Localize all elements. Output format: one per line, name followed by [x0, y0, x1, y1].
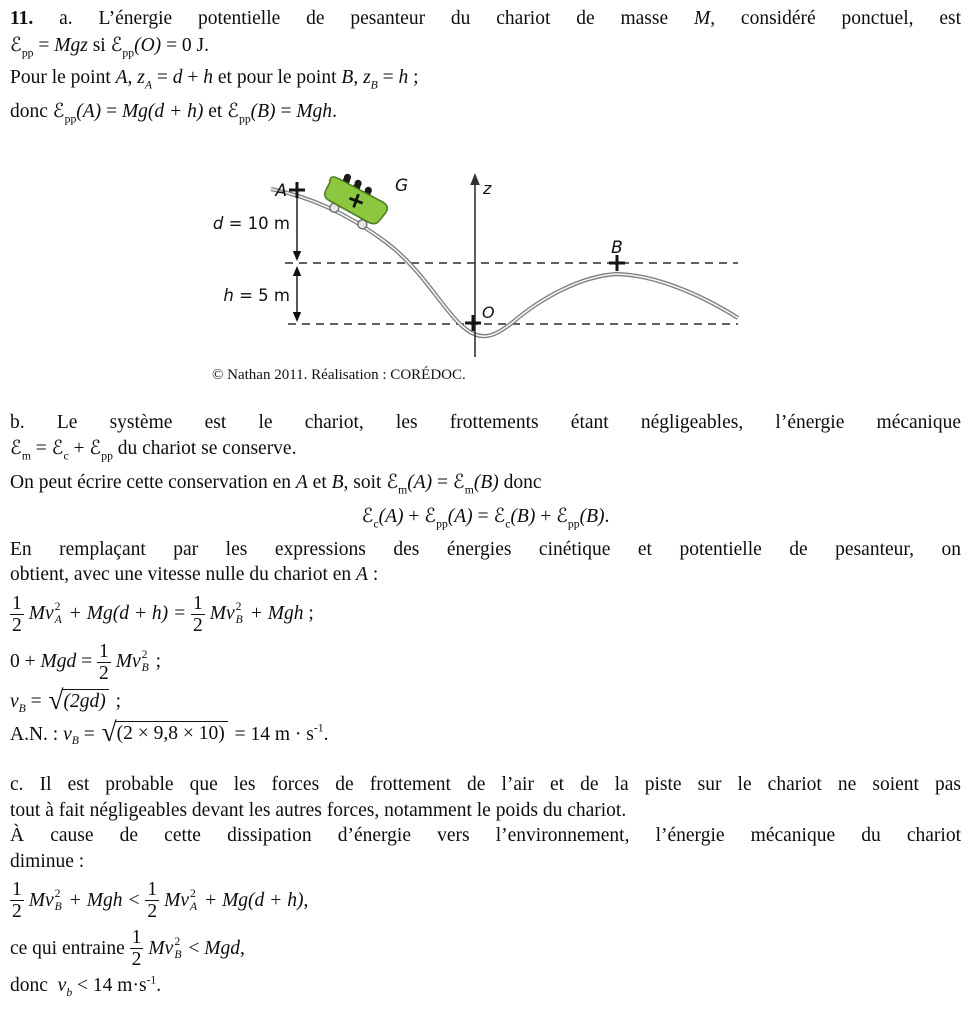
- h-arrow-up: [293, 266, 301, 276]
- fraction-denominator: 2: [99, 662, 109, 684]
- text-token: donc: [498, 472, 542, 493]
- fraction: [10, 593, 24, 636]
- math-token: ;: [150, 651, 162, 673]
- text-token: =: [472, 505, 494, 527]
- equation-vb-formula: [10, 684, 961, 716]
- text-token: et: [203, 101, 228, 122]
- subscript: b: [66, 985, 73, 999]
- superscript: 2: [174, 935, 181, 949]
- figure-caption: © Nathan 2011. Réalisation : CORÉDOC.: [212, 366, 466, 383]
- figure-rollercoaster-diagram: [10, 162, 961, 392]
- z-axis-arrowhead: [470, 173, 480, 185]
- math-token: h: [203, 67, 214, 89]
- text-token: et pour le point: [213, 67, 342, 89]
- fraction-denominator: 2: [131, 949, 142, 971]
- text-token: a. L’énergie potentielle de pesanteur du chariot de masse: [33, 8, 694, 29]
- subscript: B: [54, 899, 62, 913]
- equation-numeric-application: [10, 716, 961, 748]
- math-token: (B): [473, 472, 499, 493]
- subscript: pp: [122, 45, 135, 59]
- subscript: A: [144, 78, 153, 92]
- subscript: c: [373, 517, 379, 530]
- text-line: [10, 798, 961, 824]
- subscript: c: [505, 517, 511, 530]
- math-token: (A): [76, 101, 102, 122]
- subscript: A: [190, 899, 198, 913]
- label-distance-d: [213, 214, 290, 233]
- subscript: B: [370, 78, 378, 92]
- sup-sub-stack: [236, 601, 243, 627]
- fraction-numerator: 1: [99, 640, 109, 662]
- text-token: ,: [127, 67, 138, 89]
- equation-mechanical-energy-inequality: [10, 879, 961, 922]
- text-token: :: [367, 564, 379, 585]
- subscript: pp: [64, 112, 77, 126]
- fraction-numerator: 1: [147, 879, 158, 901]
- text-token: +: [68, 438, 90, 460]
- text-token: donc: [10, 975, 58, 997]
- math-token: A: [115, 67, 128, 89]
- math-token: =: [76, 651, 97, 673]
- h-value: = 5 m: [233, 285, 290, 305]
- math-token: =: [78, 723, 100, 745]
- text-token: = 0 J.: [161, 34, 210, 56]
- math-token: z: [363, 67, 371, 89]
- subscript: pp: [21, 45, 34, 59]
- math-token: .: [156, 975, 162, 997]
- text-line: [10, 32, 961, 66]
- subscript: m: [464, 483, 474, 497]
- math-token: Mgh: [296, 101, 333, 122]
- radicand: (2gd): [62, 689, 109, 713]
- script-E: ℰ: [89, 436, 102, 460]
- square-root: [48, 684, 109, 716]
- text-token: ,: [353, 67, 364, 89]
- fraction-denominator: 2: [12, 901, 22, 923]
- subscript: A: [54, 613, 62, 627]
- text-token: si: [87, 34, 111, 56]
- subscript: pp: [238, 112, 251, 126]
- text-token: du chariot se conserve.: [112, 438, 297, 460]
- script-E: ℰ: [10, 32, 22, 56]
- superscript: 2: [141, 648, 148, 662]
- math-token: Mv: [209, 603, 235, 625]
- fraction: [191, 593, 205, 636]
- fraction-numerator: 1: [12, 592, 22, 614]
- math-token: (B): [250, 101, 276, 122]
- script-E: ℰ: [227, 99, 239, 122]
- square-root: [101, 716, 228, 748]
- math-token: + Mgh: [244, 603, 304, 625]
- d-value: = 10 m: [223, 213, 290, 233]
- math-token: z: [137, 67, 145, 89]
- math-token: (A): [378, 505, 404, 527]
- math-token: A: [295, 472, 308, 493]
- script-E: ℰ: [386, 470, 399, 493]
- sup-sub-stack: [55, 888, 62, 914]
- superscript: 2: [54, 600, 61, 614]
- script-E: ℰ: [452, 470, 465, 493]
- label-point-a: A: [275, 180, 287, 201]
- text-token: +: [535, 505, 557, 527]
- fraction: [130, 927, 144, 970]
- sup-sub-stack: [142, 649, 149, 675]
- text-token: tout à fait négligeables devant les autres forces, notamment le poids du chariot.: [10, 799, 627, 821]
- subscript: B: [71, 733, 79, 747]
- section-c: [10, 772, 961, 874]
- math-token: < 14 m·s: [72, 975, 147, 997]
- text-token: =: [432, 472, 453, 493]
- subscript: c: [63, 449, 69, 463]
- text-line: [10, 537, 961, 563]
- text-token: À cause de cette dissipation d’énergie vers l’environnement, l’énergie mécanique du chariot: [10, 825, 961, 847]
- radical-sign: √: [101, 716, 117, 747]
- superscript: 2: [54, 886, 61, 900]
- math-token: Mg(d + h): [121, 101, 204, 122]
- text-token: et: [307, 472, 332, 493]
- text-token: .: [332, 101, 337, 122]
- text-line: [10, 849, 961, 875]
- math-token: v: [10, 691, 19, 713]
- section-b: [10, 410, 961, 588]
- fraction-denominator: 2: [193, 614, 203, 636]
- fraction: [10, 879, 24, 922]
- h-variable: h: [223, 285, 234, 305]
- text-line: [10, 65, 961, 98]
- subscript: B: [18, 701, 26, 715]
- sup-sub-stack: [174, 936, 181, 962]
- section-a: [10, 6, 961, 132]
- d-arrow-down: [293, 251, 301, 261]
- text-token: ce qui entraine: [10, 937, 130, 959]
- equations-section-c: [10, 879, 961, 997]
- text-token: Pour le point: [10, 67, 116, 89]
- math-token: = 14 m · s: [229, 723, 314, 745]
- script-E: ℰ: [10, 436, 22, 460]
- superscript: -1: [146, 973, 157, 987]
- text-token: On peut écrire cette conservation en: [10, 472, 296, 493]
- subscript: B: [235, 613, 243, 627]
- sup-sub-stack: [190, 888, 197, 914]
- math-token: Mgz: [54, 34, 88, 56]
- label-distance-h: [223, 286, 290, 305]
- text-line: [10, 98, 961, 132]
- text-token: +: [182, 67, 204, 89]
- subscript: pp: [101, 449, 113, 463]
- d-variable: d: [212, 213, 224, 233]
- math-token: Mgd: [40, 651, 77, 673]
- text-token: donc: [10, 101, 53, 122]
- script-E: ℰ: [493, 503, 506, 527]
- math-token: ,: [239, 937, 245, 959]
- math-token: (A): [447, 505, 473, 527]
- radical-sign: √: [48, 684, 64, 715]
- text-line: [10, 6, 961, 32]
- label-axis-z: z: [483, 178, 492, 198]
- text-token: diminue :: [10, 850, 85, 872]
- math-token: <: [183, 937, 205, 959]
- text-token: =: [152, 67, 173, 89]
- sup-sub-stack: [55, 601, 62, 627]
- math-token: (O): [134, 34, 162, 56]
- math-token: ;: [303, 603, 314, 625]
- script-E: ℰ: [361, 503, 374, 527]
- text-token: En remplaçant par les expressions des énergies cinétique et potentielle de pesanteur, on: [10, 538, 961, 560]
- radicand: (2 × 9,8 × 10): [115, 721, 228, 745]
- math-token: d: [172, 67, 183, 89]
- fraction: [97, 641, 111, 684]
- exercise-number: 11.: [10, 8, 34, 29]
- math-token: + Mgh <: [63, 889, 146, 911]
- math-token: .: [323, 723, 329, 745]
- equation-final-conclusion: [10, 975, 961, 997]
- fraction-numerator: 1: [12, 879, 22, 901]
- math-token: B: [331, 472, 344, 493]
- text-token: ;: [408, 67, 419, 89]
- text-line: [10, 562, 961, 588]
- subscript: m: [21, 449, 31, 463]
- text-token: =: [101, 101, 122, 122]
- text-token: c. Il est probable que les forces de frottement de l’air et de la piste sur le chariot ne soient pas: [10, 774, 961, 796]
- text-token: , considéré ponctuel, est: [710, 8, 961, 29]
- text-token: +: [403, 505, 425, 527]
- text-token: obtient, avec une vitesse nulle du chariot en: [10, 564, 357, 585]
- text-token: b. Le système est le chariot, les frottements étant négligeables, l’énergie mécanique: [10, 411, 961, 433]
- math-token: h: [398, 67, 409, 89]
- math-token: Mv: [28, 603, 54, 625]
- text-token: .: [604, 505, 610, 527]
- centered-equation-line: [10, 503, 961, 537]
- math-token: Mv: [148, 937, 174, 959]
- math-token: B: [341, 67, 354, 89]
- diagram-svg: [205, 162, 765, 392]
- equation-entails-inequality: [10, 927, 961, 970]
- math-token: M: [693, 8, 711, 29]
- script-E: ℰ: [556, 503, 568, 527]
- math-token: A: [356, 564, 368, 585]
- fraction: [145, 879, 159, 922]
- math-token: Mv: [28, 889, 54, 911]
- math-token: v: [57, 975, 67, 997]
- math-token: Mv: [115, 651, 141, 673]
- math-token: 0 +: [10, 651, 41, 673]
- text-line: [10, 410, 961, 436]
- equation-simplified: [10, 641, 961, 684]
- math-token: (B): [510, 505, 536, 527]
- label-origin-o: O: [482, 302, 495, 322]
- math-token: Mgd: [204, 937, 240, 959]
- math-token: Mv: [164, 889, 190, 911]
- cart: [317, 168, 394, 234]
- text-token: =: [275, 101, 297, 122]
- math-token: + Mg(d + h): [199, 889, 304, 911]
- math-token: ,: [303, 889, 309, 911]
- text-token: =: [33, 34, 55, 56]
- label-point-b: B: [611, 237, 623, 258]
- superscript: 2: [190, 886, 196, 900]
- text-line: [10, 823, 961, 849]
- subscript: pp: [436, 517, 448, 530]
- script-E: ℰ: [51, 436, 64, 460]
- equations-section-b: [10, 593, 961, 749]
- superscript: 2: [235, 600, 242, 614]
- math-token: + Mg(d + h) =: [63, 603, 192, 625]
- subscript: m: [398, 483, 408, 497]
- text-line: [10, 772, 961, 798]
- equation-conservation-expanded: [10, 593, 961, 636]
- fraction-numerator: 1: [193, 592, 203, 614]
- fraction-denominator: 2: [147, 901, 158, 923]
- text-line: [10, 435, 961, 469]
- math-token: (B): [579, 505, 605, 527]
- subscript: pp: [567, 517, 580, 530]
- text-token: , soit: [343, 472, 387, 493]
- text-line: [10, 469, 961, 503]
- superscript: -1: [313, 721, 324, 735]
- script-E: ℰ: [110, 32, 123, 56]
- fraction-numerator: 1: [131, 927, 142, 949]
- label-point-g: G: [395, 175, 409, 196]
- script-E: ℰ: [424, 503, 437, 527]
- subscript: B: [174, 947, 182, 961]
- math-token: A.N. :: [10, 723, 64, 745]
- math-token: v: [63, 723, 72, 745]
- text-token: =: [377, 67, 399, 89]
- math-token: =: [25, 691, 47, 713]
- math-token: ;: [110, 691, 122, 713]
- script-E: ℰ: [52, 99, 65, 122]
- h-arrow-down: [293, 312, 301, 322]
- math-token: (A): [407, 472, 433, 493]
- fraction-denominator: 2: [12, 614, 22, 636]
- text-token: =: [30, 438, 52, 460]
- subscript: B: [141, 661, 149, 675]
